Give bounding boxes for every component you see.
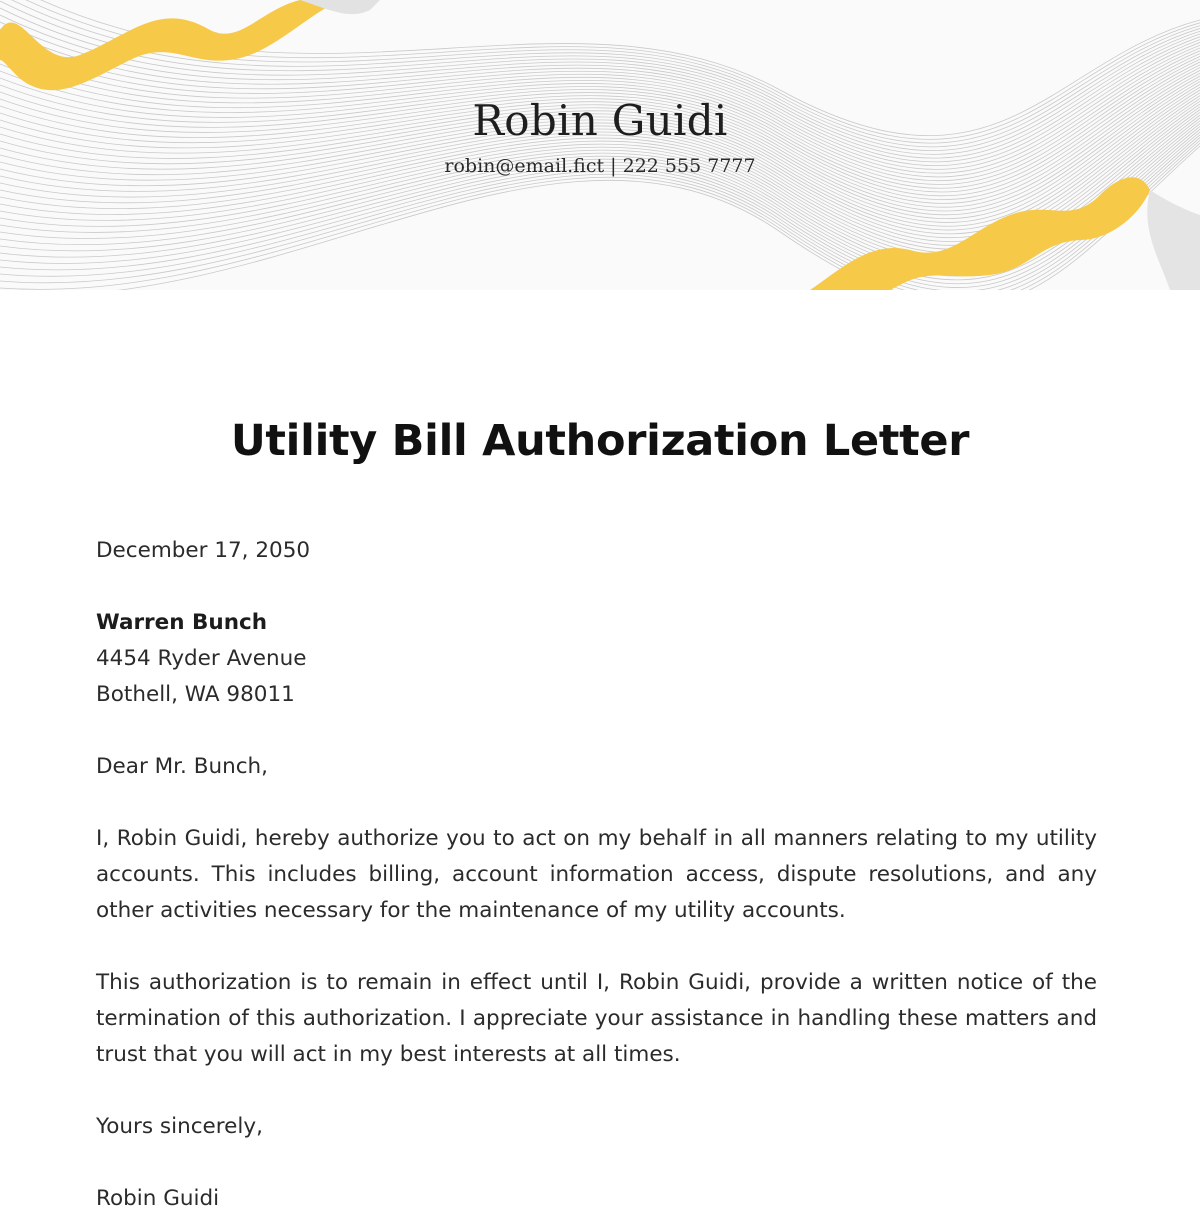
recipient-address-block xyxy=(96,605,1097,713)
signature-name: Robin Guidi xyxy=(96,1186,220,1211)
yellow-wave-left xyxy=(0,0,340,90)
body-paragraph: I, Robin Guidi, hereby authorize you to act on my behalf in all manners relating to my utility accounts. This includes billing, account information access, dispute resolutions, and any other activities necessary for the maintenance of my utility accounts. xyxy=(96,826,1097,923)
letterhead-banner xyxy=(0,0,1200,290)
gray-wave-right xyxy=(1147,190,1200,290)
sender-name: Robin Guidi xyxy=(472,96,728,145)
recipient-name: Warren Bunch xyxy=(96,610,268,635)
closing: Yours sincerely, xyxy=(96,1114,263,1139)
recipient-city: Bothell, WA 98011 xyxy=(96,682,295,707)
wave-pattern-decoration xyxy=(0,0,1200,290)
letter-date: December 17, 2050 xyxy=(96,538,311,563)
body-paragraph: This authorization is to remain in effect until I, Robin Guidi, provide a written notice of the termination of this authorization. I appreciate your assistance in handling these matters and trust that you will act in my best interests at all times. xyxy=(96,970,1097,1067)
document-title: Utility Bill Authorization Letter xyxy=(230,416,970,466)
salutation: Dear Mr. Bunch, xyxy=(96,754,268,779)
sender-contact: robin@email.fict | 222 555 7777 xyxy=(444,155,756,177)
recipient-street: 4454 Ryder Avenue xyxy=(96,646,307,671)
